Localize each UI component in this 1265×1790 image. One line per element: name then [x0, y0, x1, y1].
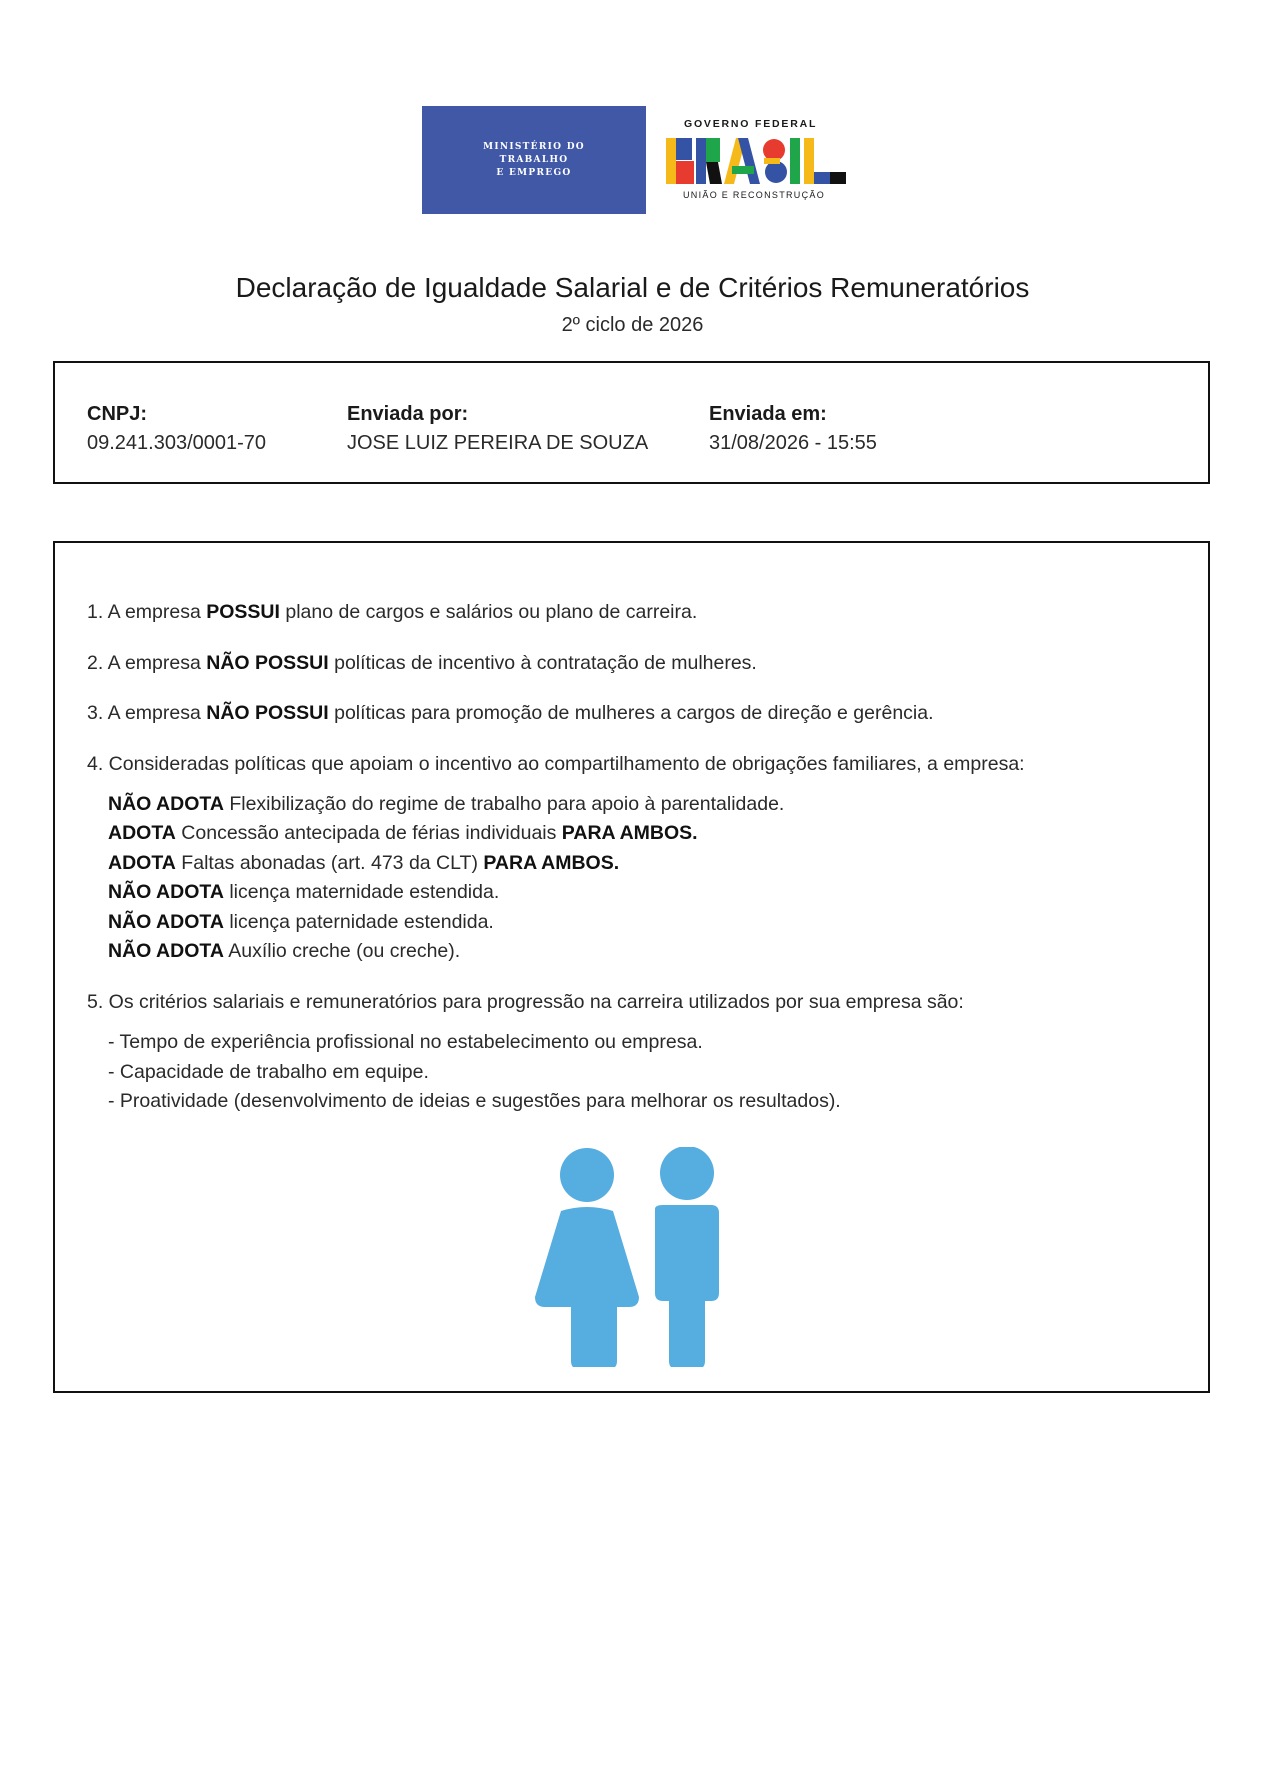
- policy-text: licença maternidade estendida.: [223, 881, 500, 903]
- policy-item: [108, 793, 784, 816]
- policy-status: NÃO ADOTA: [108, 793, 224, 815]
- brasil-wordmark: [666, 138, 848, 184]
- cnpj-label: CNPJ:: [87, 403, 148, 425]
- question-2: [87, 652, 757, 675]
- gov-logo-top-text: GOVERNO FEDERAL: [684, 118, 818, 130]
- policy-status: NÃO ADOTA: [108, 911, 224, 933]
- sent-by-field: [347, 401, 648, 459]
- question-answer: POSSUI: [206, 601, 280, 623]
- question-text: plano de cargos e salários ou plano de carreira.: [279, 601, 698, 623]
- question-text: 2. A empresa: [87, 652, 207, 674]
- policy-text: Auxílio creche (ou creche).: [223, 940, 461, 962]
- government-logo: [666, 116, 852, 208]
- question-4: 4. Consideradas políticas que apoiam o incentivo ao compartilhamento de obrigações familiares, a empresa:: [87, 753, 1025, 775]
- sent-at-label: Enviada em:: [709, 403, 827, 425]
- policy-text: licença paternidade estendida.: [223, 911, 494, 933]
- question-text: políticas para promoção de mulheres a cargos de direção e gerência.: [328, 702, 934, 724]
- policy-item: [108, 852, 619, 875]
- question-3: [87, 702, 934, 725]
- policy-tail: PARA AMBOS.: [483, 852, 620, 874]
- ministry-logo-line: MINISTÉRIO DO: [483, 141, 585, 152]
- policy-item: [108, 881, 499, 904]
- policy-status: ADOTA: [108, 852, 176, 874]
- sent-by-label: Enviada por:: [347, 403, 469, 425]
- question-5: 5. Os critérios salariais e remuneratórios para progressão na carreira utilizados por sua empresa são:: [87, 991, 964, 1013]
- criteria-item: - Proatividade (desenvolvimento de ideias e sugestões para melhorar os resultados).: [108, 1090, 841, 1112]
- policy-text: Concessão antecipada de férias individuais: [175, 822, 562, 844]
- document-title: Declaração de Igualdade Salarial e de Critérios Remuneratórios: [235, 272, 1030, 303]
- ministry-logo-line: E EMPREGO: [496, 167, 572, 178]
- policy-status: ADOTA: [108, 822, 176, 844]
- policy-text: Faltas abonadas (art. 473 da CLT): [175, 852, 484, 874]
- cnpj-value: 09.241.303/0001-70: [87, 432, 267, 454]
- question-1: [87, 601, 697, 624]
- cnpj-field: [87, 401, 266, 459]
- woman-man-icon: [531, 1147, 731, 1367]
- policy-item: [108, 940, 460, 963]
- sent-at-field: [709, 401, 877, 459]
- policy-text: Flexibilização do regime de trabalho para apoio à parentalidade.: [223, 793, 785, 815]
- gov-logo-bottom-text: UNIÃO E RECONSTRUÇÃO: [683, 190, 826, 200]
- policy-item: [108, 911, 494, 934]
- ministry-logo: [422, 106, 646, 214]
- sent-at-value: 31/08/2026 - 15:55: [709, 432, 877, 454]
- policy-tail: PARA AMBOS.: [561, 822, 698, 844]
- question-text: 1. A empresa: [87, 601, 207, 623]
- sent-by-value: JOSE LUIZ PEREIRA DE SOUZA: [347, 432, 649, 454]
- question-answer: NÃO POSSUI: [206, 702, 329, 724]
- question-answer: NÃO POSSUI: [206, 652, 329, 674]
- policy-status: NÃO ADOTA: [108, 881, 224, 903]
- policy-status: NÃO ADOTA: [108, 940, 224, 962]
- ministry-logo-line: TRABALHO: [499, 154, 569, 165]
- criteria-item: - Tempo de experiência profissional no estabelecimento ou empresa.: [108, 1031, 703, 1053]
- question-text: políticas de incentivo à contratação de mulheres.: [328, 652, 757, 674]
- criteria-item: - Capacidade de trabalho em equipe.: [108, 1061, 429, 1083]
- policy-item: [108, 822, 698, 845]
- declaration-box: [53, 541, 1210, 1393]
- document-subtitle: 2º ciclo de 2026: [561, 314, 704, 336]
- question-text: 3. A empresa: [87, 702, 207, 724]
- submission-info-box: [53, 361, 1210, 484]
